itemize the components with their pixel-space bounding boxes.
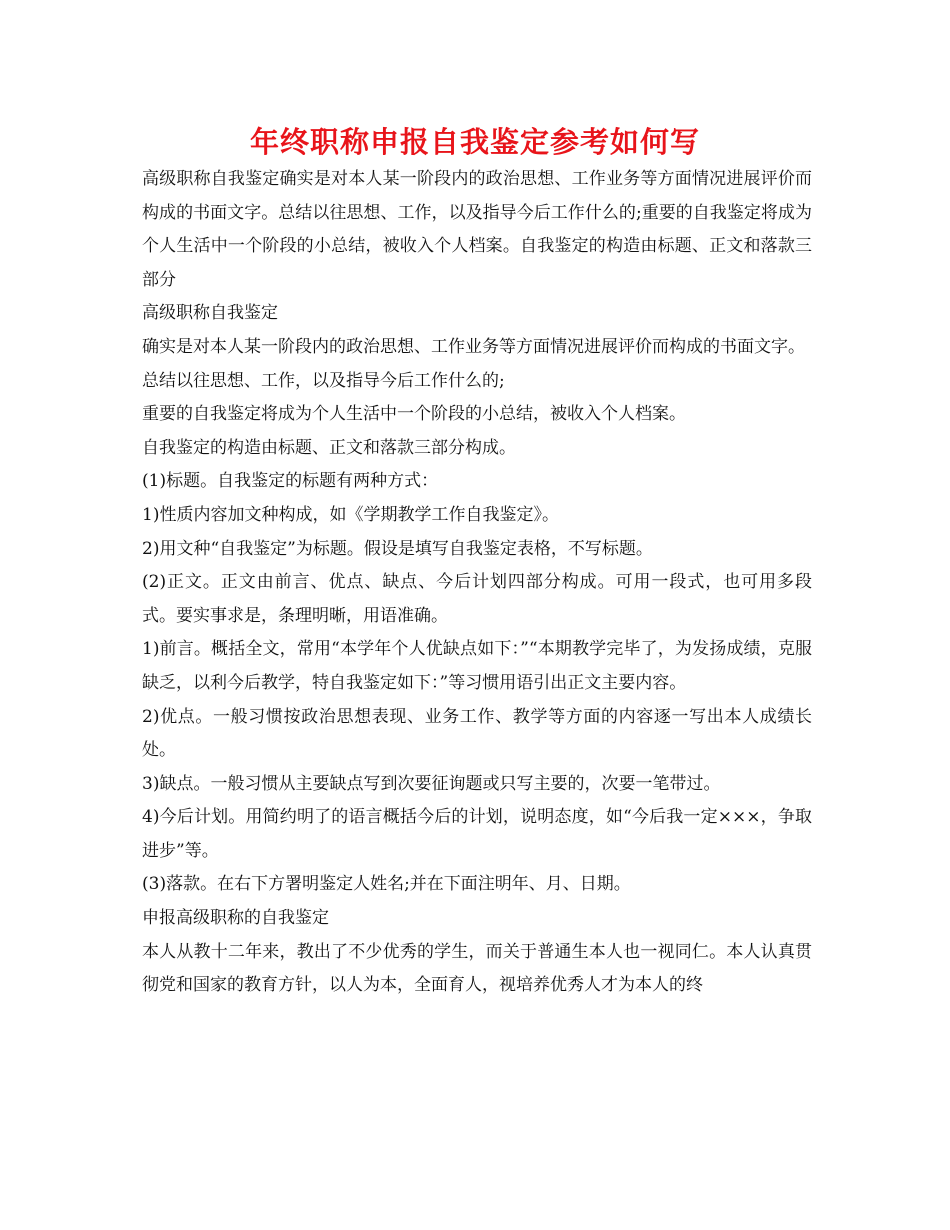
list-item: 1)前言。概括全文，常用“本学年个人优缺点如下：”“本期教学完毕了，为发扬成绩，克服缺乏，以利今后教学，特自我鉴定如下：”等习惯用语引出正文主要内容。 (142, 639, 812, 693)
paragraph: 自我鉴定的构造由标题、正文和落款三部分构成。 (142, 437, 516, 458)
paragraph: 高级职称自我鉴定确实是对本人某一阶段内的政治思想、工作业务等方面情况进展评价而构成的书面文字。总结以往思想、工作，以及指导今后工作什么的;重要的自我鉴定将成为个人生活中一个阶段的小总结，被收入个人档案。自我鉴定的构造由标题、正文和落款三部分 (142, 169, 812, 290)
paragraph: 确实是对本人某一阶段内的政治思想、工作业务等方面情况进展评价而构成的书面文字。 (142, 336, 805, 357)
paragraph: 本人从教十二年来，教出了不少优秀的学生，而关于普通生本人也一视同仁。本人认真贯彻党和国家的教育方针，以人为本，全面育人，视培养优秀人才为本人的终 (142, 941, 812, 996)
paragraph: 总结以往思想、工作，以及指导今后工作什么的; (142, 370, 505, 391)
list-item: (2)正文。正文由前言、优点、缺点、今后计划四部分构成。可用一段式，也可用多段式。要实事求是，条理明晰，用语准确。 (142, 572, 812, 626)
list-item: (3)落款。在右下方署明鉴定人姓名;并在下面注明年、月、日期。 (142, 874, 631, 895)
section-heading: 申报高级职称的自我鉴定 (142, 908, 329, 929)
document-body (142, 163, 812, 1003)
paragraph: 重要的自我鉴定将成为个人生活中一个阶段的小总结，被收入个人档案。 (142, 404, 686, 425)
list-item: 1)性质内容加文种构成，如《学期教学工作自我鉴定》。 (142, 504, 559, 525)
list-item: 4)今后计划。用简约明了的语言概括今后的计划，说明态度，如“今后我一定×××，争取进步”等。 (142, 807, 812, 861)
list-item: 2)用文种“自我鉴定”为标题。假设是填写自我鉴定表格，不写标题。 (142, 538, 653, 559)
section-heading: 高级职称自我鉴定 (142, 303, 278, 324)
list-item: 2)优点。一般习惯按政治思想表现、业务工作、教学等方面的内容逐一写出本人成绩长处。 (142, 706, 812, 761)
document-title: 年终职称申报自我鉴定参考如何写 (249, 125, 700, 159)
list-item: 3)缺点。一般习惯从主要缺点写到次要征询题或只写主要的，次要一笔带过。 (142, 773, 721, 794)
list-item: (1)标题。自我鉴定的标题有两种方式： (142, 471, 439, 492)
